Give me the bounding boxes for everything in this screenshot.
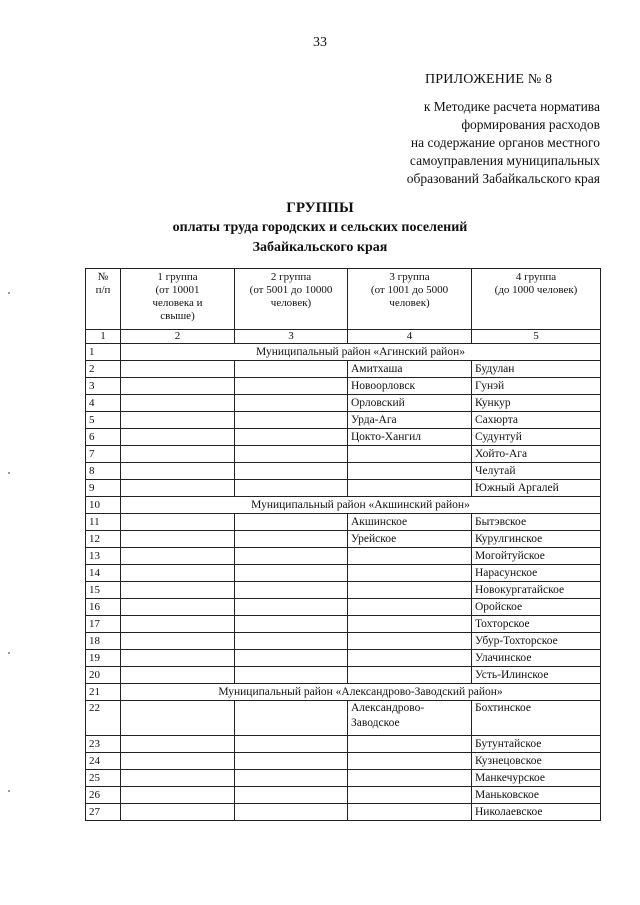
table-row xyxy=(86,633,601,650)
table-row xyxy=(86,804,601,821)
row-number: 23 xyxy=(86,736,121,753)
group-2-cell xyxy=(235,480,348,497)
row-number: 11 xyxy=(86,514,121,531)
group-4-cell: Челутай xyxy=(472,463,601,480)
group-4-cell: Бытэвское xyxy=(472,514,601,531)
group-1-cell xyxy=(121,480,235,497)
table-row xyxy=(86,650,601,667)
group-1-cell xyxy=(121,633,235,650)
group-2-cell xyxy=(235,531,348,548)
group-4-cell: Улачинское xyxy=(472,650,601,667)
row-number: 7 xyxy=(86,446,121,463)
group-1-cell xyxy=(121,787,235,804)
row-number: 10 xyxy=(86,497,121,514)
district-name: Муниципальный район «Агинский район» xyxy=(121,344,601,361)
row-number: 14 xyxy=(86,565,121,582)
group-4-cell: Могойтуйское xyxy=(472,548,601,565)
table-row xyxy=(86,616,601,633)
header-group-1: 1 группа (от 10001 человека и свыше) xyxy=(121,269,235,330)
heading-region: Забайкальского края xyxy=(252,240,388,255)
group-4-cell: Южный Аргалей xyxy=(472,480,601,497)
group-2-cell xyxy=(235,701,348,736)
group-4-cell: Усть-Илинское xyxy=(472,667,601,684)
group-1-cell xyxy=(121,361,235,378)
heading-title: ГРУППЫ xyxy=(286,200,354,216)
column-number: 4 xyxy=(348,330,472,344)
group-1-cell xyxy=(121,514,235,531)
group-3-cell: Цокто-Хангил xyxy=(348,429,472,446)
district-name: Муниципальный район «Акшинский район» xyxy=(121,497,601,514)
heading-subtitle: оплаты труда городских и сельских поселений xyxy=(172,220,468,235)
group-2-cell xyxy=(235,753,348,770)
group-1-cell xyxy=(121,548,235,565)
group-4-cell: Маньковское xyxy=(472,787,601,804)
header-group-4: 4 группа (до 1000 человек) xyxy=(472,269,601,330)
group-4-cell: Бохтинское xyxy=(472,701,601,736)
table-row xyxy=(86,446,601,463)
table-row xyxy=(86,378,601,395)
table-row xyxy=(86,395,601,412)
header-group-3: 3 группа (от 1001 до 5000 человек) xyxy=(348,269,472,330)
table-row xyxy=(86,582,601,599)
group-4-cell: Судунтуй xyxy=(472,429,601,446)
group-1-cell xyxy=(121,667,235,684)
row-number: 19 xyxy=(86,650,121,667)
scan-mark xyxy=(8,292,10,294)
group-4-cell: Гунэй xyxy=(472,378,601,395)
scan-mark xyxy=(8,472,10,474)
group-1-cell xyxy=(121,770,235,787)
group-2-cell xyxy=(235,770,348,787)
group-3-cell xyxy=(348,548,472,565)
group-4-cell: Кузнецовское xyxy=(472,753,601,770)
appendix-ref-line: образований Забайкальского края xyxy=(406,171,600,186)
group-4-cell: Убур-Тохторское xyxy=(472,633,601,650)
table-row xyxy=(86,514,601,531)
row-number: 12 xyxy=(86,531,121,548)
row-number: 2 xyxy=(86,361,121,378)
table-row xyxy=(86,463,601,480)
group-2-cell xyxy=(235,378,348,395)
row-number: 15 xyxy=(86,582,121,599)
group-3-cell xyxy=(348,753,472,770)
group-2-cell xyxy=(235,633,348,650)
district-name: Муниципальный район «Александрово-Заводский район» xyxy=(121,684,601,701)
group-2-cell xyxy=(235,582,348,599)
group-1-cell xyxy=(121,650,235,667)
group-1-cell xyxy=(121,531,235,548)
group-1-cell xyxy=(121,753,235,770)
row-number: 1 xyxy=(86,344,121,361)
group-3-cell xyxy=(348,633,472,650)
group-2-cell xyxy=(235,446,348,463)
appendix-ref-line: самоуправления муниципальных xyxy=(409,153,600,168)
table-row xyxy=(86,361,601,378)
row-number: 5 xyxy=(86,412,121,429)
group-4-cell: Бутунтайское xyxy=(472,736,601,753)
district-row xyxy=(86,497,601,514)
district-row xyxy=(86,344,601,361)
group-1-cell xyxy=(121,582,235,599)
row-number: 25 xyxy=(86,770,121,787)
scan-mark xyxy=(8,790,10,792)
group-3-cell: Акшинское xyxy=(348,514,472,531)
row-number: 27 xyxy=(86,804,121,821)
column-number: 5 xyxy=(472,330,601,344)
group-3-cell xyxy=(348,667,472,684)
page-number: 33 xyxy=(313,35,327,50)
table-row xyxy=(86,736,601,753)
table-row xyxy=(86,412,601,429)
group-2-cell xyxy=(235,361,348,378)
group-3-cell xyxy=(348,446,472,463)
group-3-cell xyxy=(348,565,472,582)
row-number: 26 xyxy=(86,787,121,804)
group-1-cell xyxy=(121,412,235,429)
group-3-cell xyxy=(348,787,472,804)
group-3-cell: Урейское xyxy=(348,531,472,548)
group-4-cell: Курулгинское xyxy=(472,531,601,548)
group-4-cell: Манкечурское xyxy=(472,770,601,787)
table-row xyxy=(86,548,601,565)
group-3-cell xyxy=(348,616,472,633)
column-number: 3 xyxy=(235,330,348,344)
group-1-cell xyxy=(121,565,235,582)
group-2-cell xyxy=(235,395,348,412)
group-2-cell xyxy=(235,616,348,633)
group-4-cell: Николаевское xyxy=(472,804,601,821)
table-row xyxy=(86,480,601,497)
row-number: 17 xyxy=(86,616,121,633)
table-row xyxy=(86,787,601,804)
groups-table xyxy=(85,268,601,821)
table-header-row xyxy=(86,269,601,330)
table-row xyxy=(86,565,601,582)
column-number: 2 xyxy=(121,330,235,344)
appendix-ref-line: на содержание органов местного xyxy=(410,135,600,150)
group-3-cell xyxy=(348,599,472,616)
group-1-cell xyxy=(121,395,235,412)
group-1-cell xyxy=(121,701,235,736)
table-body xyxy=(86,344,601,821)
group-2-cell xyxy=(235,514,348,531)
group-4-cell: Хойто-Ага xyxy=(472,446,601,463)
group-2-cell xyxy=(235,565,348,582)
group-4-cell: Оройское xyxy=(472,599,601,616)
document-heading xyxy=(0,198,640,258)
group-4-cell: Тохторское xyxy=(472,616,601,633)
group-3-cell xyxy=(348,463,472,480)
group-3-cell: Орловский xyxy=(348,395,472,412)
group-1-cell xyxy=(121,804,235,821)
group-3-cell: Александрово- Заводское xyxy=(348,701,472,736)
group-2-cell xyxy=(235,429,348,446)
group-2-cell xyxy=(235,548,348,565)
table-row xyxy=(86,753,601,770)
group-2-cell xyxy=(235,650,348,667)
group-1-cell xyxy=(121,429,235,446)
group-1-cell xyxy=(121,616,235,633)
table-row xyxy=(86,531,601,548)
group-3-cell xyxy=(348,480,472,497)
row-number: 22 xyxy=(86,701,121,736)
table-row xyxy=(86,599,601,616)
group-3-cell: Амитхаша xyxy=(348,361,472,378)
table-row xyxy=(86,667,601,684)
group-2-cell xyxy=(235,599,348,616)
group-2-cell xyxy=(235,787,348,804)
row-number: 9 xyxy=(86,480,121,497)
group-4-cell: Новокургатайское xyxy=(472,582,601,599)
row-number: 8 xyxy=(86,463,121,480)
row-number: 13 xyxy=(86,548,121,565)
group-4-cell: Сахюрта xyxy=(472,412,601,429)
group-1-cell xyxy=(121,446,235,463)
group-3-cell: Новоорловск xyxy=(348,378,472,395)
row-number: 6 xyxy=(86,429,121,446)
table-row xyxy=(86,429,601,446)
row-number: 20 xyxy=(86,667,121,684)
group-3-cell xyxy=(348,770,472,787)
group-1-cell xyxy=(121,736,235,753)
appendix-ref-line: к Методике расчета норматива xyxy=(423,99,600,114)
district-row xyxy=(86,684,601,701)
group-4-cell: Кункур xyxy=(472,395,601,412)
row-number: 3 xyxy=(86,378,121,395)
group-1-cell xyxy=(121,378,235,395)
group-1-cell xyxy=(121,463,235,480)
group-2-cell xyxy=(235,667,348,684)
appendix-title: ПРИЛОЖЕНИЕ № 8 xyxy=(425,72,553,87)
column-number: 1 xyxy=(86,330,121,344)
row-number: 24 xyxy=(86,753,121,770)
group-2-cell xyxy=(235,463,348,480)
column-number-row xyxy=(86,330,601,344)
table-row xyxy=(86,770,601,787)
appendix-ref-line: формирования расходов xyxy=(461,117,600,132)
group-2-cell xyxy=(235,736,348,753)
table-row xyxy=(86,701,601,736)
appendix-reference xyxy=(300,98,600,188)
row-number: 16 xyxy=(86,599,121,616)
scan-mark xyxy=(8,652,10,654)
group-2-cell xyxy=(235,804,348,821)
header-group-2: 2 группа (от 5001 до 10000 человек) xyxy=(235,269,348,330)
row-number: 18 xyxy=(86,633,121,650)
header-number: № п/п xyxy=(86,269,121,330)
group-4-cell: Будулан xyxy=(472,361,601,378)
group-1-cell xyxy=(121,599,235,616)
group-3-cell xyxy=(348,650,472,667)
group-2-cell xyxy=(235,412,348,429)
row-number: 21 xyxy=(86,684,121,701)
group-3-cell xyxy=(348,804,472,821)
group-3-cell xyxy=(348,582,472,599)
group-4-cell: Нарасунское xyxy=(472,565,601,582)
group-3-cell: Урда-Ага xyxy=(348,412,472,429)
group-3-cell xyxy=(348,736,472,753)
row-number: 4 xyxy=(86,395,121,412)
